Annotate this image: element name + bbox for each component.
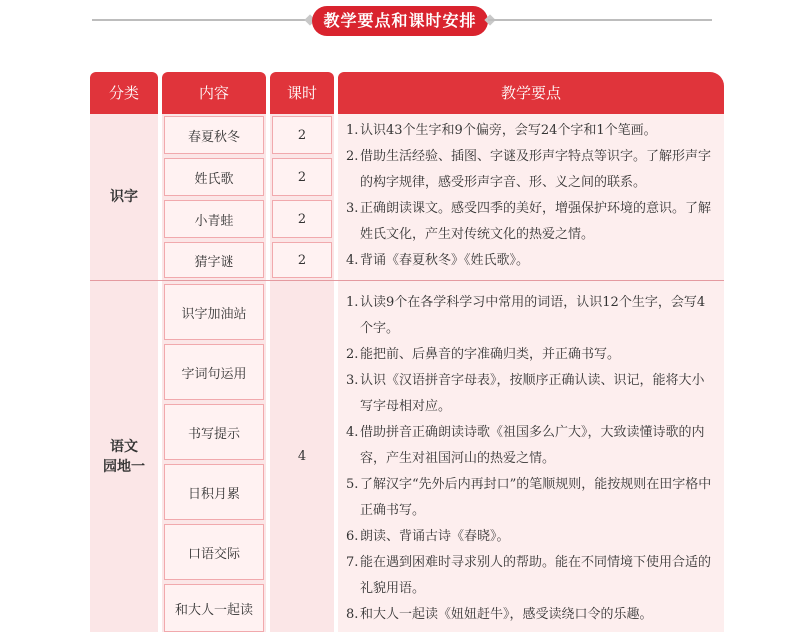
page-title: 教学要点和课时安排: [312, 6, 488, 36]
lesson-hedarenyiqidu: 和大人一起读: [164, 584, 264, 632]
category-label-line2: 园地一: [103, 459, 145, 475]
point-item: 6. 朗读、背诵古诗《春晓》。: [346, 529, 510, 544]
title-divider-left: [92, 19, 310, 21]
point-item: 3. 认识《汉语拼音字母表》，按顺序正确认读、识记，能将大小写字母相对应。: [346, 373, 705, 414]
lesson-zicijuyunyong: 字词句运用: [164, 344, 264, 400]
hours-cell: 2: [272, 242, 332, 278]
hours-cell: 2: [272, 200, 332, 238]
point-item: 4. 背诵《春夏秋冬》《姓氏歌》。: [346, 253, 530, 268]
lesson-shizijiayouzhan: 识字加油站: [164, 284, 264, 340]
header-points: 教学要点: [338, 72, 724, 114]
header-category: 分类: [90, 72, 158, 114]
category-shizi: [90, 114, 158, 280]
lesson-plan-table: [90, 72, 724, 632]
lesson-caiziimi: 猜字谜: [164, 242, 264, 278]
page-title-bar: [0, 0, 787, 40]
points-list-yuwenyuandi: [346, 290, 716, 628]
section-divider: [90, 280, 724, 281]
lesson-chunxiaqiudong: 春夏秋冬: [164, 116, 264, 154]
point-item: 7. 能在遇到困难时寻求别人的帮助。能在不同情境下使用合适的礼貌用语。: [346, 555, 712, 596]
point-item: 1. 认识43个生字和9个偏旁，会写24个字和1个笔画。: [346, 123, 657, 138]
point-item: 4. 借助拼音正确朗读诗歌《祖国多么广大》，大致读懂诗歌的内容，产生对祖国河山的热爱之情。: [346, 425, 705, 466]
header-content: 内容: [162, 72, 266, 114]
point-item: 2. 能把前、后鼻音的字准确归类，并正确书写。: [346, 347, 621, 362]
point-item: 8. 和大人一起读《妞妞赶牛》，感受读绕口令的乐趣。: [346, 607, 653, 622]
hours-cell: 2: [272, 158, 332, 196]
title-divider-right: [488, 19, 712, 21]
category-label: 识字: [110, 189, 138, 205]
lesson-xiaoqingwa: 小青蛙: [164, 200, 264, 238]
points-list-shizi: [346, 118, 716, 274]
hours-yuwenyuandi: 4: [297, 449, 307, 464]
point-item: 5. 了解汉字“先外后内再封口”的笔顺规则，能按规则在田字格中正确书写。: [346, 477, 712, 518]
lesson-shuxietishi: 书写提示: [164, 404, 264, 460]
category-yuwenyuandi: [90, 282, 158, 632]
lesson-koiyujiaoji: 口语交际: [164, 524, 264, 580]
point-item: 2. 借助生活经验、插图、字谜及形声字特点等识字。了解形声字的构字规律，感受形声字音、形、义之间的联系。: [346, 149, 712, 190]
header-hours: 课时: [270, 72, 334, 114]
lesson-xingshige: 姓氏歌: [164, 158, 264, 196]
point-item: 3. 正确朗读课文。感受四季的美好，增强保护环境的意识。了解姓氏文化，产生对传统文化的热爱之情。: [346, 201, 712, 242]
point-item: 1. 认读9个在各学科学习中常用的词语，认识12个生字，会写4个字。: [346, 295, 706, 336]
category-label-line1: 语文: [110, 439, 138, 455]
hours-cell: 2: [272, 116, 332, 154]
lesson-rijiyuelei: 日积月累: [164, 464, 264, 520]
